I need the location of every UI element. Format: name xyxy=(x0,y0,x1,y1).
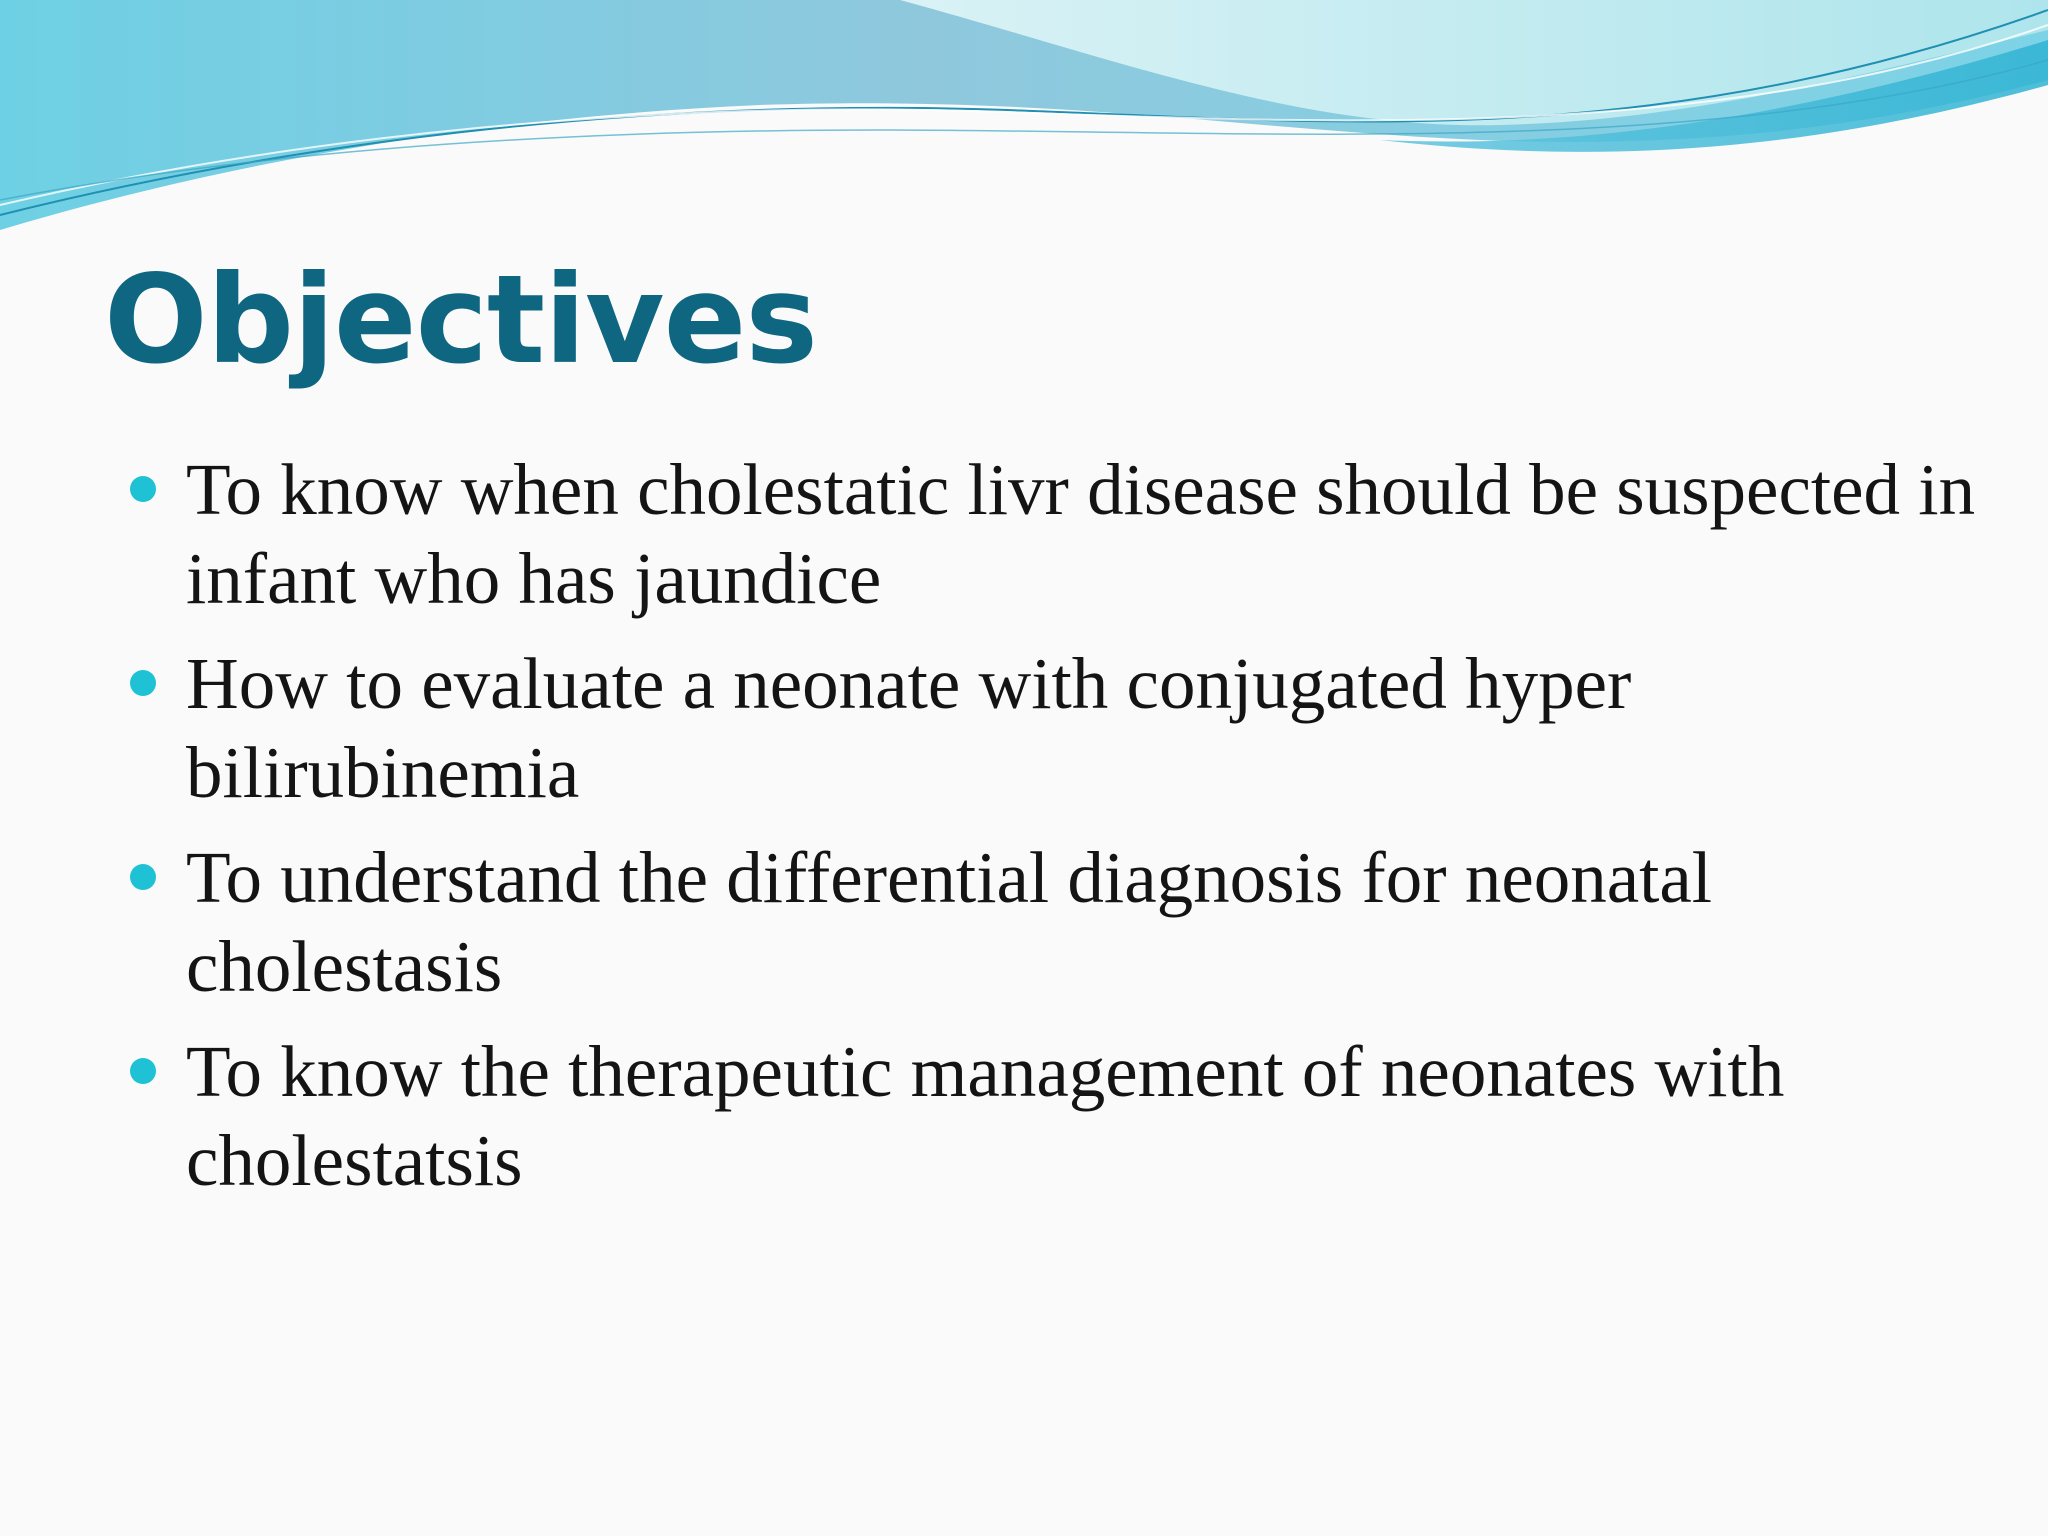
objectives-list xyxy=(128,445,1988,1221)
objective-item xyxy=(128,445,1988,623)
objective-item xyxy=(128,833,1988,1011)
objective-text: To know the therapeutic management of neonates with cholestatsis xyxy=(186,1031,1785,1201)
bullet-dot-icon xyxy=(130,864,156,890)
objective-text: To understand the differential diagnosis for neonatal cholestasis xyxy=(186,837,1713,1007)
bullet-dot-icon xyxy=(130,670,156,696)
bullet-dot-icon xyxy=(130,1058,156,1084)
objective-item xyxy=(128,1027,1988,1205)
bullet-dot-icon xyxy=(130,476,156,502)
slide-title: Objectives xyxy=(104,249,817,391)
header-wave-decoration xyxy=(0,0,2048,240)
objective-item xyxy=(128,639,1988,817)
objective-text: How to evaluate a neonate with conjugated hyper bilirubinemia xyxy=(186,643,1632,813)
objective-text: To know when cholestatic livr disease should be suspected in infant who has jaundice xyxy=(186,449,1976,619)
